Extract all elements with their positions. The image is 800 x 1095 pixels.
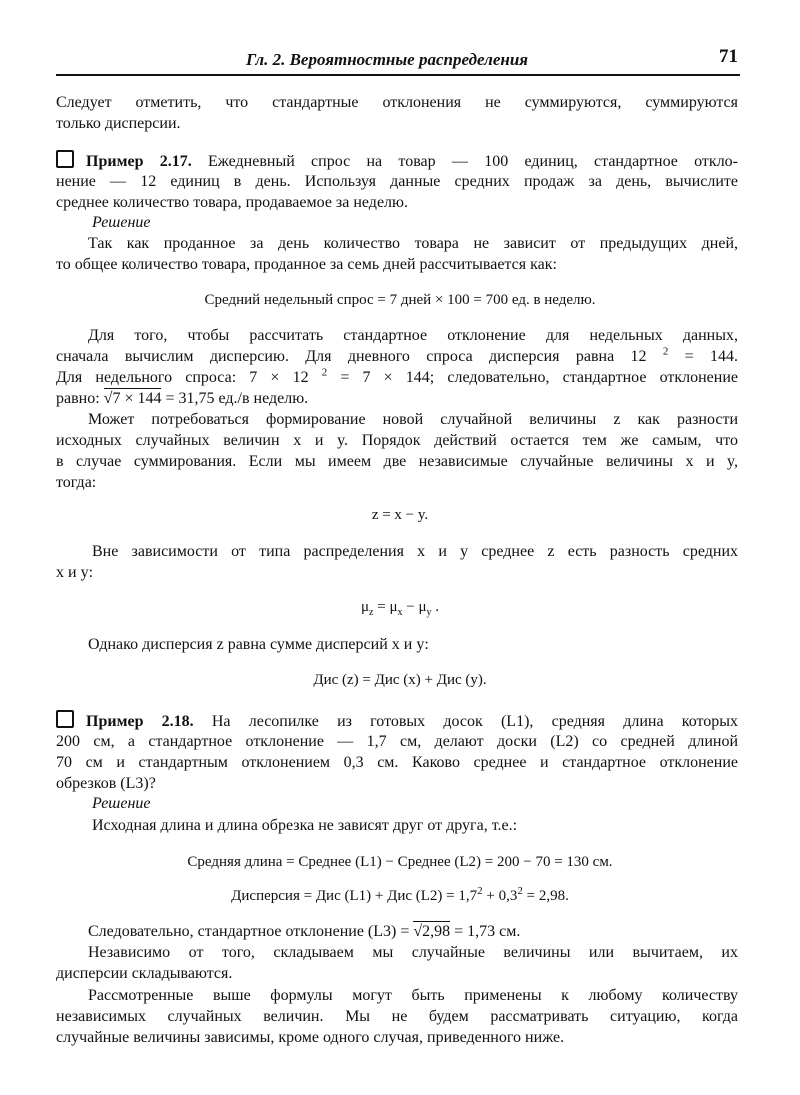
text-span: = μ bbox=[373, 599, 398, 615]
text-span: = 144. bbox=[668, 348, 739, 365]
example-2-17-line bbox=[56, 150, 738, 172]
example-label: Пример 2.17. bbox=[86, 153, 192, 170]
text-span: μ bbox=[360, 599, 370, 615]
text-line: Исходная длина и длина обрезка не зависят друг от друга, т.е.: bbox=[92, 817, 518, 834]
text-line bbox=[56, 346, 738, 367]
text-line bbox=[56, 367, 738, 388]
text-line bbox=[88, 921, 520, 942]
example-text: На лесопилке из готовых досок (L1), средняя длина которых bbox=[211, 713, 739, 730]
text-line: Может потребоваться формирование новой случайной величины z как разности bbox=[88, 411, 738, 428]
text-line: нение — 12 единиц в день. Используя данные средних продаж за день, вычислите bbox=[56, 173, 738, 190]
text-span: − μ bbox=[402, 599, 427, 615]
page-number: 71 bbox=[719, 46, 738, 67]
formula-weekly-demand: Средний недельный спрос = 7 дней × 100 = 700 ед. в неделю. bbox=[204, 292, 596, 308]
subscript: y bbox=[426, 607, 432, 618]
text-span: Дисперсия = Дис (L1) + Дис (L2) = 1,7 bbox=[231, 888, 478, 904]
text-line: Рассмотренные выше формулы могут быть применены к любому количеству bbox=[88, 987, 738, 1004]
example-label: Пример 2.18. bbox=[86, 713, 194, 730]
formula-z-difference: z = x − y. bbox=[371, 507, 429, 523]
exponent: 2 bbox=[517, 885, 523, 897]
checkbox-icon bbox=[56, 150, 74, 168]
text-line: среднее количество товара, продаваемое за неделю. bbox=[56, 194, 408, 211]
text-span: Следовательно, стандартное отклонение (L3) = bbox=[88, 923, 414, 940]
solution-heading: Решение bbox=[92, 795, 151, 812]
text-span: Для недельного спроса: 7 × 12 bbox=[56, 369, 309, 386]
text-line: Для того, чтобы рассчитать стандартное отклонение для недельных данных, bbox=[88, 327, 738, 344]
square-root: √2,98 bbox=[413, 923, 451, 940]
exponent: 2 bbox=[477, 885, 483, 897]
text-span: = 2,98. bbox=[522, 888, 569, 904]
text-span: = 1,73 см. bbox=[450, 923, 521, 940]
text-line: тогда: bbox=[56, 474, 97, 491]
text-span: = 31,75 ед./в неделю. bbox=[161, 390, 309, 407]
example-text: Ежедневный спрос на товар — 100 единиц, стандартное откло- bbox=[208, 153, 739, 170]
formula-variance-sum: Дис (z) = Дис (x) + Дис (y). bbox=[313, 672, 487, 688]
text-line: то общее количество товара, проданное за семь дней рассчитывается как: bbox=[56, 256, 557, 273]
text-line: обрезков (L3)? bbox=[56, 775, 156, 792]
example-2-18-line bbox=[56, 710, 738, 732]
text-line: Однако дисперсия z равна сумме дисперсий x и y: bbox=[88, 636, 429, 653]
text-line bbox=[56, 388, 308, 409]
solution-heading: Решение bbox=[92, 214, 151, 231]
text-line: Следует отметить, что стандартные отклонения не суммируются, суммируются bbox=[56, 94, 738, 111]
text-line: дисперсии складываются. bbox=[56, 965, 233, 982]
formula-variance-l3 bbox=[0, 886, 800, 907]
formula-mean-difference bbox=[0, 597, 800, 618]
text-span: сначала вычислим дисперсию. Для дневного спроса дисперсия равна 12 bbox=[56, 348, 647, 365]
text-line: случайные величины зависимы, кроме одного случая, приведенного ниже. bbox=[56, 1029, 565, 1046]
text-span: = 7 × 144; следовательно, стандартное отклонение bbox=[327, 369, 739, 386]
square-root: √7 × 144 bbox=[103, 390, 162, 407]
text-line: 70 см и стандартным отклонением 0,3 см. Каково среднее и стандартное отклонение bbox=[56, 754, 738, 771]
text-line: в случае суммирования. Если мы имеем две независимые случайные величины x и y, bbox=[56, 453, 738, 470]
text-line: x и y: bbox=[56, 564, 94, 581]
text-line: только дисперсии. bbox=[56, 115, 181, 132]
text-line: исходных случайных величин x и y. Порядок действий остается тем же самым, что bbox=[56, 432, 738, 449]
text-span: + 0,3 bbox=[482, 888, 518, 904]
checkbox-icon bbox=[56, 710, 74, 728]
chapter-title: Гл. 2. Вероятностные распределения bbox=[246, 50, 529, 69]
page-header bbox=[56, 44, 740, 76]
text-line: Так как проданное за день количество товара не зависит от предыдущих дней, bbox=[88, 235, 738, 252]
text-span: равно: bbox=[56, 390, 104, 407]
formula-mean-length: Средняя длина = Среднее (L1) − Среднее (L2) = 200 − 70 = 130 см. bbox=[187, 854, 613, 870]
subscript: x bbox=[397, 607, 403, 618]
exponent: 2 bbox=[662, 345, 669, 358]
text-span: . bbox=[431, 599, 440, 615]
text-line: независимых случайных величин. Мы не будем рассматривать ситуацию, когда bbox=[56, 1008, 738, 1025]
text-line: Вне зависимости от типа распределения x и y среднее z есть разность средних bbox=[92, 543, 738, 560]
exponent: 2 bbox=[321, 366, 328, 379]
text-line: Независимо от того, складываем мы случайные величины или вычитаем, их bbox=[88, 944, 738, 961]
text-line: 200 см, а стандартное отклонение — 1,7 см, делают доски (L2) со средней длиной bbox=[56, 733, 738, 750]
subscript: z bbox=[369, 607, 374, 618]
